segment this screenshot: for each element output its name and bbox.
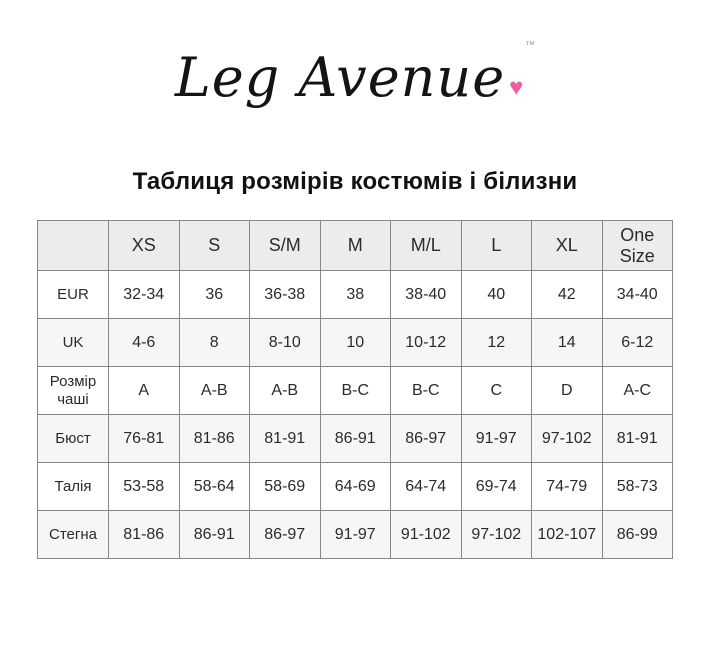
table-cell: 91-97 [320, 511, 391, 559]
page-title: Таблиця розмірів костюмів і білизни [132, 168, 578, 195]
column-header-l: L [461, 221, 532, 271]
table-cell: 12 [461, 319, 532, 367]
table-cell: 4-6 [109, 319, 180, 367]
column-header-ml: M/L [391, 221, 462, 271]
table-cell: 36 [179, 271, 250, 319]
table-row-uk [38, 319, 673, 367]
table-cell: 58-73 [602, 463, 673, 511]
column-header-xl: XL [532, 221, 603, 271]
brand-logo [0, 38, 710, 118]
table-cell: 10 [320, 319, 391, 367]
row-label: UK [38, 319, 109, 367]
table-cell: 58-69 [250, 463, 321, 511]
table-cell: 81-91 [250, 415, 321, 463]
table-cell: 58-64 [179, 463, 250, 511]
table-cell: 81-91 [602, 415, 673, 463]
row-label: Бюст [38, 415, 109, 463]
row-label: Розмір чаші [38, 367, 109, 415]
table-cell: B-C [391, 367, 462, 415]
row-label: EUR [38, 271, 109, 319]
table-row-hips [38, 511, 673, 559]
table-cell: A-B [250, 367, 321, 415]
table-cell: 8 [179, 319, 250, 367]
table-cell: 8-10 [250, 319, 321, 367]
table-cell: 38 [320, 271, 391, 319]
table-cell: 81-86 [109, 511, 180, 559]
table-cell: 97-102 [532, 415, 603, 463]
table-cell: 76-81 [109, 415, 180, 463]
column-header-xs: XS [109, 221, 180, 271]
table-row-bust [38, 415, 673, 463]
table-cell: 69-74 [461, 463, 532, 511]
row-label: Стегна [38, 511, 109, 559]
corner-cell [38, 221, 109, 271]
table-cell: 86-99 [602, 511, 673, 559]
table-cell: A [109, 367, 180, 415]
table-cell: 53-58 [109, 463, 180, 511]
table-cell: 36-38 [250, 271, 321, 319]
row-label: Талія [38, 463, 109, 511]
table-cell: 38-40 [391, 271, 462, 319]
table-cell: 74-79 [532, 463, 603, 511]
table-cell: A-C [602, 367, 673, 415]
table-cell: D [532, 367, 603, 415]
table-cell: A-B [179, 367, 250, 415]
table-cell: 102-107 [532, 511, 603, 559]
table-cell: C [461, 367, 532, 415]
table-row-waist [38, 463, 673, 511]
table-cell: 86-91 [320, 415, 391, 463]
table-cell: 64-74 [391, 463, 462, 511]
table-cell: 86-91 [179, 511, 250, 559]
logo-heart-icon [509, 40, 536, 101]
brand-logo-text: Leg Avenue [174, 46, 506, 109]
column-header-sm: S/M [250, 221, 321, 271]
column-header-m: M [320, 221, 391, 271]
table-row-cup-size [38, 367, 673, 415]
table-cell: 97-102 [461, 511, 532, 559]
table-cell: 91-97 [461, 415, 532, 463]
table-cell: 34-40 [602, 271, 673, 319]
table-cell: 6-12 [602, 319, 673, 367]
table-cell: 14 [532, 319, 603, 367]
table-cell: 40 [461, 271, 532, 319]
column-header-onesize: One Size [602, 221, 673, 271]
table-header-row [38, 221, 673, 271]
column-header-s: S [179, 221, 250, 271]
table-cell: 86-97 [250, 511, 321, 559]
table-cell: 32-34 [109, 271, 180, 319]
table-cell: 42 [532, 271, 603, 319]
table-cell: 86-97 [391, 415, 462, 463]
size-chart-table [37, 220, 673, 559]
table-cell: 91-102 [391, 511, 462, 559]
table-row-eur [38, 271, 673, 319]
table-cell: 10-12 [391, 319, 462, 367]
table-cell: 81-86 [179, 415, 250, 463]
table-cell: B-C [320, 367, 391, 415]
trademark-symbol: ™ [525, 40, 536, 51]
heart-icon: ♥ [509, 74, 524, 101]
table-cell: 64-69 [320, 463, 391, 511]
